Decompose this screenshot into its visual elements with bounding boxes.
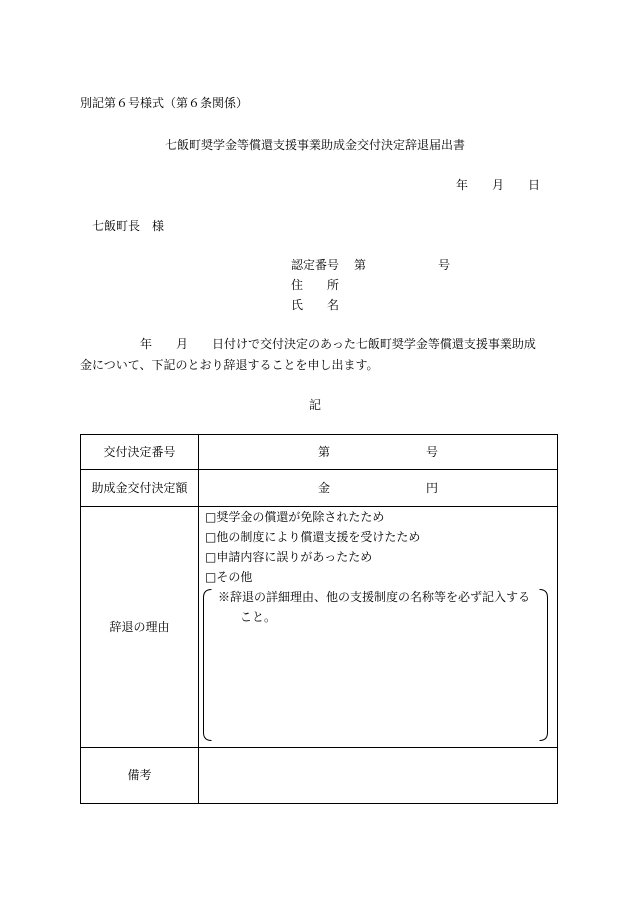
cert-number-label: 認定番号 xyxy=(291,258,340,272)
addressee: 七飯町長 様 xyxy=(92,219,165,233)
checkbox-icon: □ xyxy=(205,550,217,564)
body-line-2: 金について、下記のとおり辞退することを申し出ます。 xyxy=(80,358,379,372)
checkbox-icon: □ xyxy=(205,530,217,544)
left-bracket xyxy=(204,590,212,741)
reason-option-label: その他 xyxy=(216,570,253,584)
table-border-right xyxy=(557,434,558,804)
table-border-bottom xyxy=(80,803,558,804)
reason-note-line-2: こと。 xyxy=(240,610,277,624)
grant-amount-value: 金 円 xyxy=(317,481,438,495)
address-label: 住 所 xyxy=(291,278,340,292)
cert-number-value: 第 号 xyxy=(354,258,451,272)
grant-number-value: 第 号 xyxy=(317,445,438,459)
checkbox-icon: □ xyxy=(205,570,217,584)
body-line-1: 年 月 日付けで交付決定のあった七飯町奨学金等償還支援事業助成 xyxy=(140,337,536,351)
name-label: 氏 名 xyxy=(291,298,340,312)
reason-label: 辞退の理由 xyxy=(109,620,170,634)
right-bracket xyxy=(540,590,548,741)
remarks-label: 備考 xyxy=(127,768,152,782)
reason-option xyxy=(205,509,384,525)
reason-option xyxy=(205,569,252,585)
date-line: 年 月 日 xyxy=(455,178,540,192)
form-number-label: 別記第６号様式（第６条関係） xyxy=(80,96,249,110)
ki-heading: 記 xyxy=(308,398,321,412)
reason-option xyxy=(205,529,420,545)
document-title: 七飯町奨学金等償還支援事業助成金交付決定辞退届出書 xyxy=(164,138,465,152)
reason-note-line-1: ※辞退の詳細理由、他の支援制度の名称等を必ず記入する xyxy=(218,590,531,604)
grant-number-label: 交付決定番号 xyxy=(103,445,176,459)
reason-option-label: 他の制度により償還支援を受けたため xyxy=(216,530,421,544)
form-table xyxy=(80,434,558,804)
grant-amount-label: 助成金交付決定額 xyxy=(91,481,188,495)
reason-option-label: 奨学金の償還が免除されたため xyxy=(216,510,385,524)
reason-option xyxy=(205,549,372,565)
remarks-value xyxy=(199,748,557,803)
reason-option-label: 申請内容に誤りがあったため xyxy=(216,550,373,564)
checkbox-icon: □ xyxy=(205,510,217,524)
